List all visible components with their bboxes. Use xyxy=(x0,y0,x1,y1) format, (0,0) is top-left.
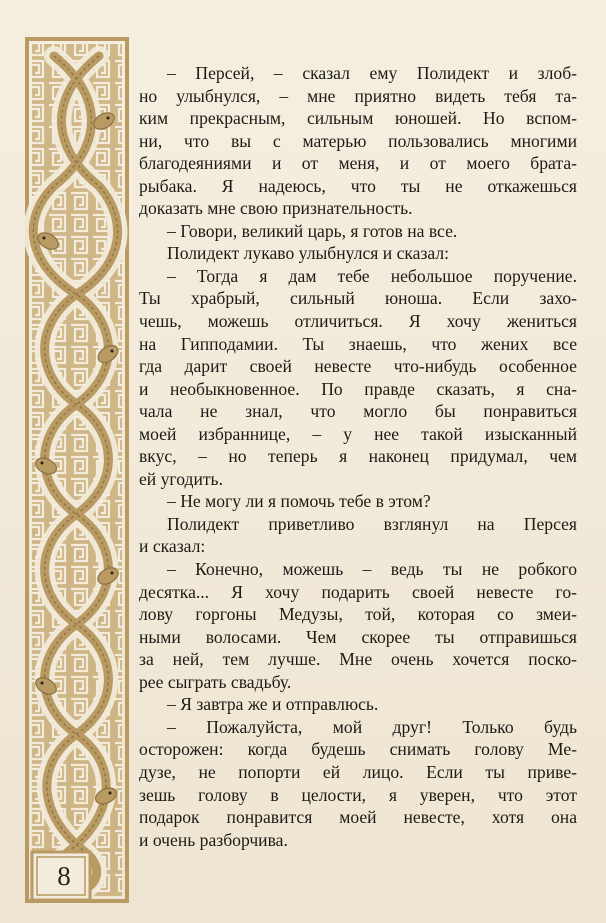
page-number-box xyxy=(30,852,90,900)
text-line: – Персей, – сказал ему Полидект и злоб- xyxy=(167,63,577,83)
text-line: и очень разборчива. xyxy=(139,829,288,850)
text-line: ными волосами. Чем скорее ты отправишься xyxy=(139,626,577,647)
text-line: за ней, тем лучше. Мне очень хочется поско- xyxy=(139,649,577,670)
text-line: осторожен: когда будешь снимать голову Ме- xyxy=(139,739,577,760)
text-line: и сказал: xyxy=(139,536,206,557)
text-line: чала не знал, что могло бы понравиться xyxy=(139,401,577,422)
text-line: но улыбнулся, – мне приятно видеть тебя та- xyxy=(139,85,577,106)
story-text xyxy=(139,62,577,851)
text-line: дузе, не попорти ей лицо. Если ты приве- xyxy=(139,761,577,782)
text-line: моей избраннице, – у нее такой изысканный xyxy=(139,423,577,444)
text-line: гда дарит своей невесте что-нибудь особенное xyxy=(139,356,577,377)
text-line: зешь голову в целости, я уверен, что этот xyxy=(139,784,577,805)
text-line: благодеяниями и от меня, и от моего брата- xyxy=(139,153,577,174)
text-line: на Гипподамии. Ты знаешь, что жених все xyxy=(139,333,577,354)
text-line: Ты храбрый, сильный юноша. Если захо- xyxy=(139,288,577,309)
text-line: рыбака. Я надеюсь, что ты не откажешься xyxy=(139,175,577,196)
text-line: Полидект приветливо взглянул на Персея xyxy=(167,513,577,534)
page-number: 8 xyxy=(57,860,71,891)
text-line: ей угодить. xyxy=(139,468,223,489)
text-line: – Не могу ли я помочь тебе в этом? xyxy=(167,491,431,512)
text-line: – Конечно, можешь – ведь ты не робкого xyxy=(167,559,577,580)
text-line: чешь, можешь отличиться. Я хочу жениться xyxy=(139,311,577,332)
text-line: – Я завтра же и отправлюсь. xyxy=(167,694,379,715)
text-line: вкус, – но теперь я наконец придумал, чем xyxy=(139,446,577,467)
text-line: ни, что вы с матерью пользовались многими xyxy=(139,130,577,151)
text-line: – Пожалуйста, мой друг! Только будь xyxy=(167,716,577,737)
text-line: ким прекрасным, сильным юношей. Но вспом- xyxy=(139,108,577,129)
text-line: десятка... Я хочу подарить своей невесте го- xyxy=(139,581,577,602)
serpent-knot-border-icon xyxy=(24,36,130,904)
text-line: рее сыграть свадьбу. xyxy=(139,671,292,692)
text-line: лову горгоны Медузы, той, которая со змеи- xyxy=(139,604,577,625)
text-line: – Говори, великий царь, я готов на все. xyxy=(167,220,458,241)
text-line: подарок понравится моей невесте, хотя она xyxy=(139,807,577,828)
text-line: – Тогда я дам тебе небольшое поручение. xyxy=(167,265,577,286)
text-line: Полидект лукаво улыбнулся и сказал: xyxy=(167,243,450,264)
text-line: и необыкновенное. По правде сказать, я сна- xyxy=(139,378,577,399)
text-line: доказать мне свою признательность. xyxy=(139,198,413,219)
